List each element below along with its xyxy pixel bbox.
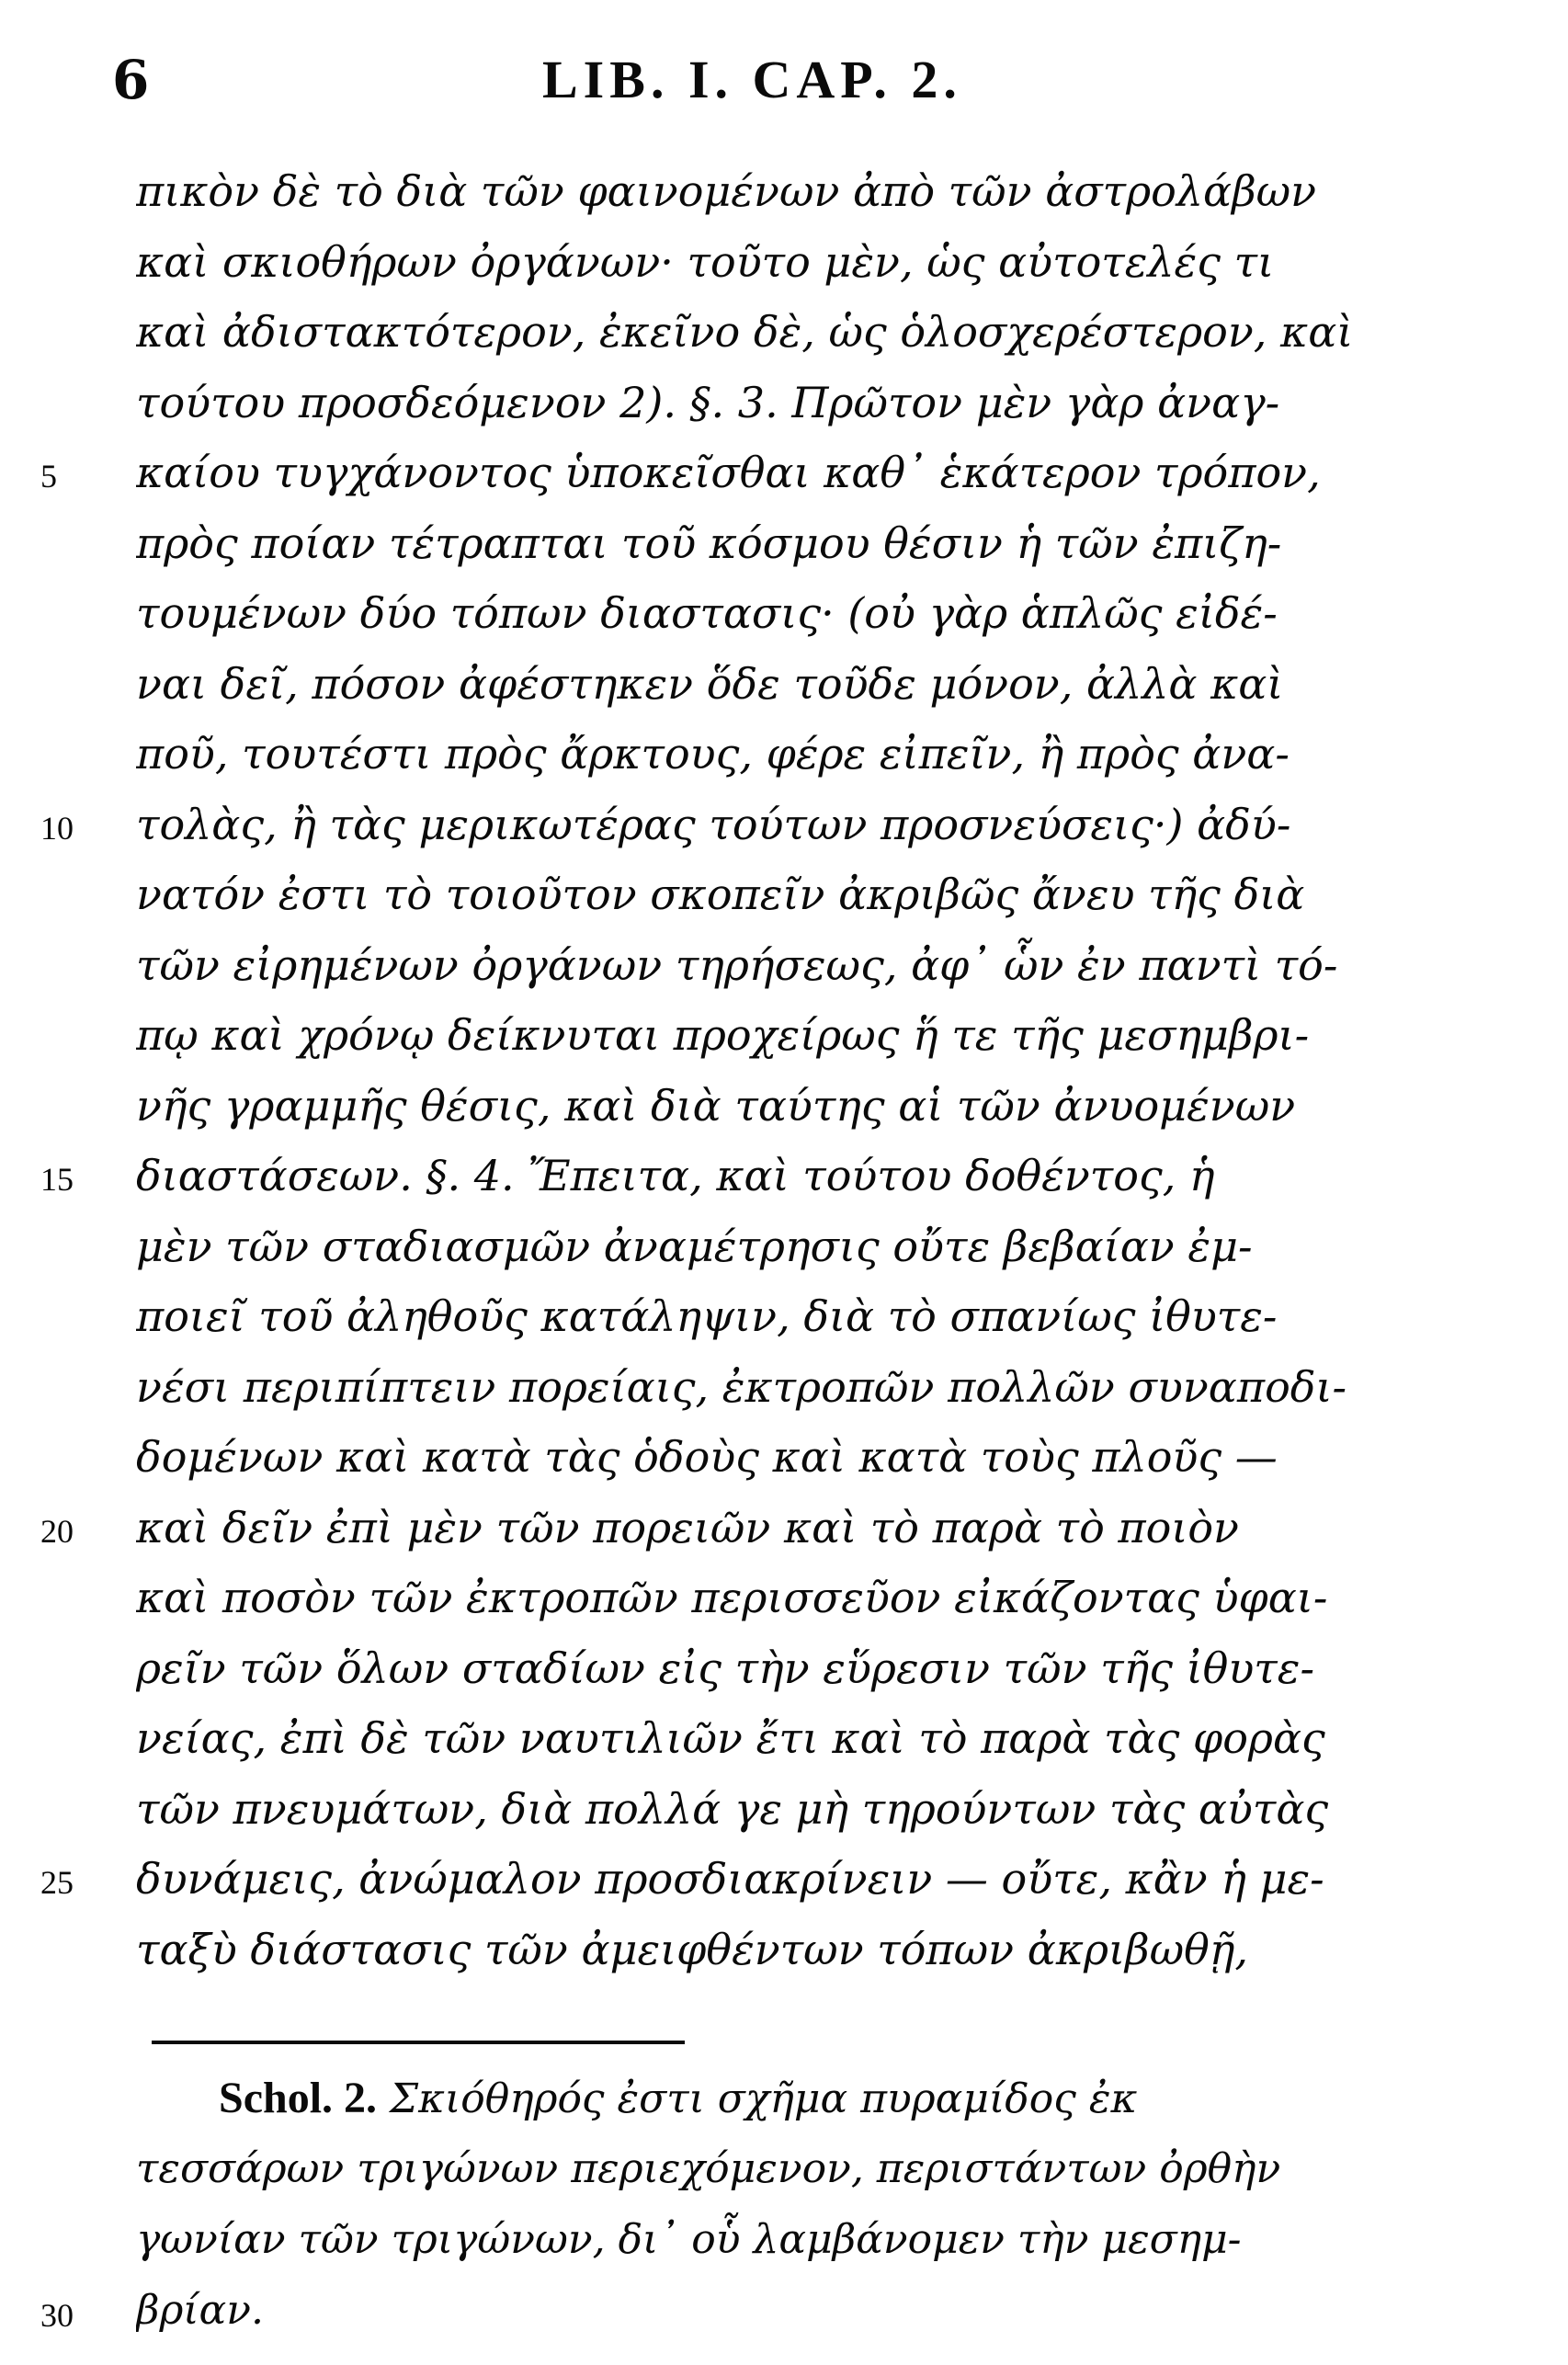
text-line: καὶ δεῖν ἐπὶ μὲν τῶν πορειῶν καὶ τὸ παρὰ τὸ ποιὸν [136,1502,1240,1552]
line-number: 5 [40,458,57,495]
text-line: νῆς γραμμῆς θέσις, καὶ διὰ ταύτης αἱ τῶν ἀνυομένων [136,1080,1296,1131]
line-number: 30 [40,2297,74,2334]
scholion-line: βρίαν. [136,2287,265,2334]
scholion-line: γωνίαν τῶν τριγώνων, δι᾽ οὗ λαμβάνομεν τὴν μεσημ- [136,2216,1242,2263]
text-line: τῶν εἰρημένων ὀργάνων τηρήσεως, ἀφ᾽ ὧν ἐν παντὶ τό- [136,939,1338,990]
text-line: δομένων καὶ κατὰ τὰς ὁδοὺς καὶ κατὰ τοὺς πλοῦς — [136,1432,1278,1482]
text-line: ρεῖν τῶν ὅλων σταδίων εἰς τὴν εὕρεσιν τῶν τῆς ἰθυτε- [136,1643,1314,1693]
text-line: δυνάμεις, ἀνώμαλον προσδιακρίνειν — οὔτε, κἂν ἡ με- [136,1854,1324,1904]
scholion-line: Schol. 2. Σκιόθηρός ἐστι σχῆμα πυραμίδος ἐκ [219,2074,1138,2122]
running-head: LIB. I. CAP. 2. [542,50,962,109]
text-line: καὶ ἀδιστακτότερον, ἐκεῖνο δὲ, ὡς ὁλοσχερέστερον, καὶ [136,307,1354,357]
text-line: νατόν ἐστι τὸ τοιοῦτον σκοπεῖν ἀκριβῶς ἄνευ τῆς διὰ [136,870,1305,919]
text-line: καὶ σκιοθήρων ὀργάνων· τοῦτο μὲν, ὡς αὐτοτελές τι [136,236,1275,287]
line-number: 20 [40,1512,74,1550]
text-line: διαστάσεων. §. 4. Ἔπειτα, καὶ τούτου δοθέντος, ἡ [136,1151,1215,1200]
text-line: ναι δεῖ, πόσον ἀφέστηκεν ὅδε τοῦδε μόνον, ἀλλὰ καὶ [136,658,1284,709]
line-number: 25 [40,1864,74,1901]
scholion-line: τεσσάρων τριγώνων περιεχόμενον, περιστάντων ὀρθὴν [136,2145,1281,2192]
text-line: ταξὺ διάστασις τῶν ἀμειφθέντων τόπων ἀκριβωθῇ, [136,1924,1249,1974]
scholion-label: Schol. 2. [219,2074,378,2122]
text-line: τουμένων δύο τόπων διαστασις· (οὐ γὰρ ἁπλῶς εἰδέ- [136,588,1278,638]
text-line: πῳ καὶ χρόνῳ δείκνυται προχείρως ἥ τε τῆς μεσημβρι- [136,1010,1310,1060]
page-header [0,37,1568,147]
footnote-rule [152,2041,685,2044]
text-line: νείας, ἐπὶ δὲ τῶν ναυτιλιῶν ἔτι καὶ τὸ παρὰ τὰς φορὰς [136,1713,1325,1763]
text-line: ποῦ, τουτέστι πρὸς ἄρκτους, φέρε εἰπεῖν, ἢ πρὸς ἀνα- [136,729,1290,779]
text-line: μὲν τῶν σταδιασμῶν ἀναμέτρησις οὔτε βεβαίαν ἐμ- [136,1221,1253,1271]
line-number: 15 [40,1161,74,1198]
line-number: 10 [40,809,74,847]
text-line: τῶν πνευμάτων, διὰ πολλά γε μὴ τηρούντων τὰς αὐτὰς [136,1783,1329,1834]
text-line: καίου τυγχάνοντος ὑποκεῖσθαι καθ᾽ ἑκάτερον τρόπον, [136,448,1321,497]
text-line: καὶ ποσὸν τῶν ἐκτροπῶν περισσεῦον εἰκάζοντας ὑφαι- [136,1573,1328,1622]
text-line: νέσι περιπίπτειν πορείαις, ἐκτροπῶν πολλῶν συναποδι- [136,1361,1347,1412]
text-line: ποιεῖ τοῦ ἀληθοῦς κατάληψιν, διὰ τὸ σπανίως ἰθυτε- [136,1291,1278,1341]
text-line: τούτου προσδεόμενον 2). §. 3. Πρῶτον μὲν γὰρ ἀναγ- [136,377,1280,427]
page-number: 6 [112,49,150,111]
text-line: πρὸς ποίαν τέτραπται τοῦ κόσμου θέσιν ἡ τῶν ἐπιζη- [136,517,1282,568]
text-line: τολὰς, ἢ τὰς μερικωτέρας τούτων προσνεύσεις·) ἀδύ- [136,799,1291,849]
text-line: πικὸν δὲ τὸ διὰ τῶν φαινομένων ἀπὸ τῶν ἀστρολάβων [136,166,1317,216]
